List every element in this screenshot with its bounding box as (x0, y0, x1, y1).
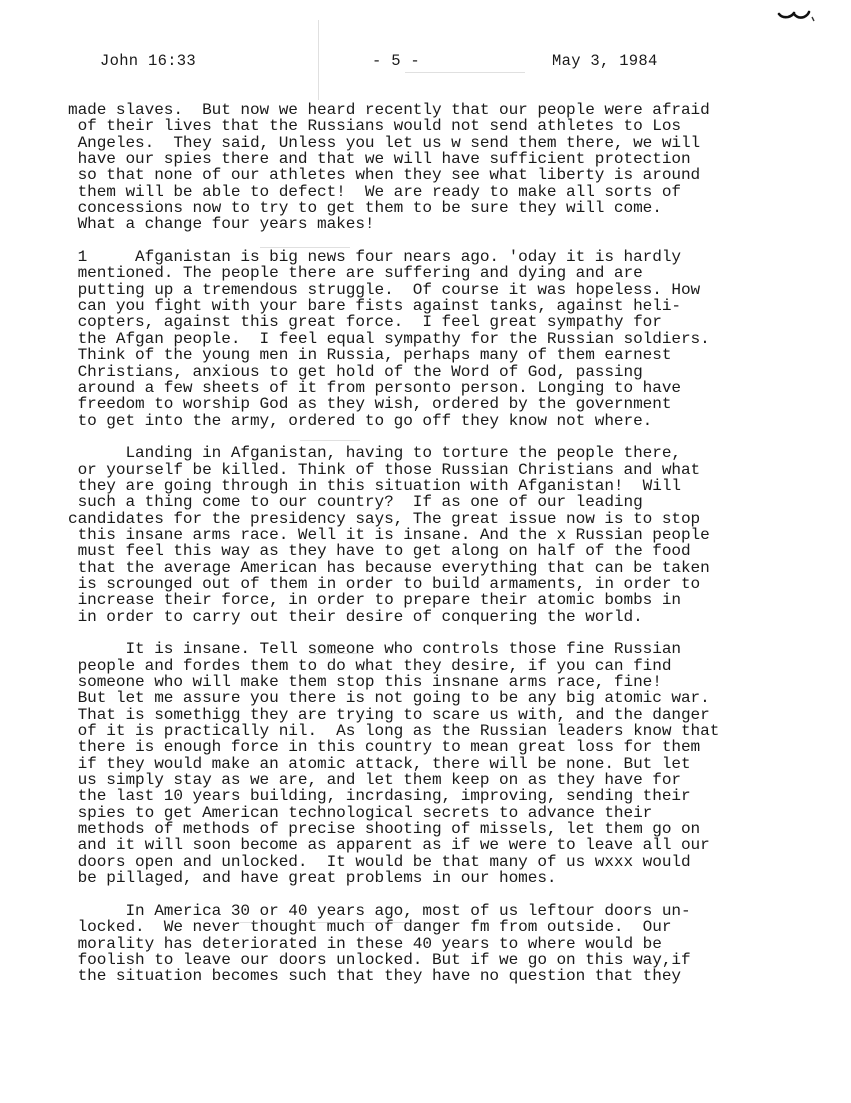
text-line: so that none of our athletes when they see what liberty is around (68, 166, 701, 185)
text-line: concessions now to try to get them to be sure they will come. (68, 199, 662, 218)
scan-artifact (405, 72, 525, 73)
text-line: What a change four years makes! (68, 215, 375, 234)
text-line: locked. We never thought much of danger fm from outside. Our (68, 918, 672, 937)
paragraph-america (68, 903, 848, 985)
scan-artifact (240, 922, 440, 923)
text-line: must feel this way as they have to get along on half of the food (68, 542, 691, 561)
text-line: copters, against this great force. I feel great sympathy for (68, 313, 662, 332)
paragraph-gap (68, 625, 848, 641)
text-line: of it is practically nil. As long as the Russian leaders know that (68, 722, 720, 741)
text-line: us simply stay as we are, and let them keep on as they have for (68, 771, 681, 790)
text-line: Think of the young men in Russia, perhaps many of them earnest (68, 346, 672, 365)
text-line: putting up a tremendous struggle. Of course it was hopeless. How (68, 280, 701, 299)
header-page-number: - 5 - (372, 52, 421, 70)
text-line: methods of methods of precise shooting of missels, let them go on (68, 820, 701, 839)
text-line: them will be able to defect! We are ready to make all sorts of (68, 182, 681, 201)
handwritten-mark-icon (776, 4, 816, 26)
text-line: spies to get American technological secrets to advance their (68, 803, 653, 822)
text-line: and it will soon become as apparent as if we were to leave all our (68, 836, 710, 855)
text-line: In America 30 or 40 years ago, most of us leftour doors un- (68, 901, 691, 920)
text-line: in order to carry out their desire of conquering the world. (68, 607, 643, 626)
paragraph-afganistan (68, 249, 848, 429)
text-line: morality has deteriorated in these 40 years to where would be (68, 934, 662, 953)
text-line: to get into the army, ordered to go off they know not where. (68, 411, 653, 430)
text-line: someone who will make them stop this insnane arms race, fine! (68, 673, 662, 692)
text-line: mentioned. The people there are suffering and dying and are (68, 264, 643, 283)
text-line: candidates for the presidency says, The great issue now is to stop (68, 509, 701, 528)
text-line: have our spies there and that we will have sufficient protection (68, 150, 691, 169)
text-line: the Afgan people. I feel equal sympathy for the Russian soldiers. (68, 329, 710, 348)
header-scripture-ref: John 16:33 (100, 52, 197, 70)
text-line: 1 Afganistan is big news four nears ago. 'oday it is hardly (68, 248, 681, 267)
text-line: Landing in Afganistan, having to torture the people there, (68, 444, 681, 463)
text-line: Angeles. They said, Unless you let us w send them there, we will (68, 133, 701, 152)
text-line: be pillaged, and have great problems in our homes. (68, 869, 557, 888)
paragraph-insane (68, 641, 848, 886)
text-line: people and fordes them to do what they desire, if you can find (68, 656, 672, 675)
text-line: they are going through in this situation with Afganistan! Will (68, 476, 681, 495)
text-line: the situation becomes such that they have no question that they (68, 967, 681, 986)
text-line: increase their force, in order to prepare their atomic bombs in (68, 591, 681, 610)
scan-artifact (318, 20, 319, 100)
text-line: is scrounged out of them in order to build armaments, in order to (68, 574, 701, 593)
text-line: made slaves. But now we heard recently that our people were afraid (68, 101, 710, 119)
header-date: May 3, 1984 (552, 52, 658, 70)
paragraph-athletes (68, 102, 848, 233)
text-line: if they would make an atomic attack, there will be none. But let (68, 754, 691, 773)
paragraph-gap (68, 233, 848, 249)
text-line: freedom to worship God as they wish, ordered by the government (68, 395, 672, 414)
scan-artifact (300, 440, 360, 441)
paragraph-landing (68, 445, 848, 625)
text-line: But let me assure you there is not going to be any big atomic war. (68, 689, 710, 708)
text-line: of their lives that the Russians would not send athletes to Los (68, 117, 681, 136)
text-line: That is somethigg they are trying to scare us with, and the danger (68, 705, 710, 724)
text-line: or yourself be killed. Think of those Russian Christians and what (68, 460, 701, 479)
scan-artifact (310, 653, 360, 654)
text-line: It is insane. Tell someone who controls those fine Russian (68, 640, 681, 659)
paragraph-gap (68, 887, 848, 903)
text-line: there is enough force in this country to mean great loss for them (68, 738, 701, 757)
text-line: around a few sheets of it from personto person. Longing to have (68, 378, 681, 397)
document-body (68, 102, 848, 985)
text-line: such a thing come to our country? If as one of our leading (68, 493, 643, 512)
scan-artifact (260, 247, 350, 248)
text-line: can you fight with your bare fists against tanks, against heli- (68, 297, 681, 316)
text-line: the last 10 years building, incrdasing, improving, sending their (68, 787, 691, 806)
text-line: doors open and unlocked. It would be that many of us wxxx would (68, 852, 691, 871)
paragraph-gap (68, 429, 848, 445)
text-line: Christians, anxious to get hold of the Word of God, passing (68, 362, 643, 381)
text-line: foolish to leave our doors unlocked. But if we go on this way,if (68, 950, 691, 969)
text-line: that the average American has because everything that can be taken (68, 558, 710, 577)
text-line: this insane arms race. Well it is insane. And the x Russian people (68, 525, 710, 544)
